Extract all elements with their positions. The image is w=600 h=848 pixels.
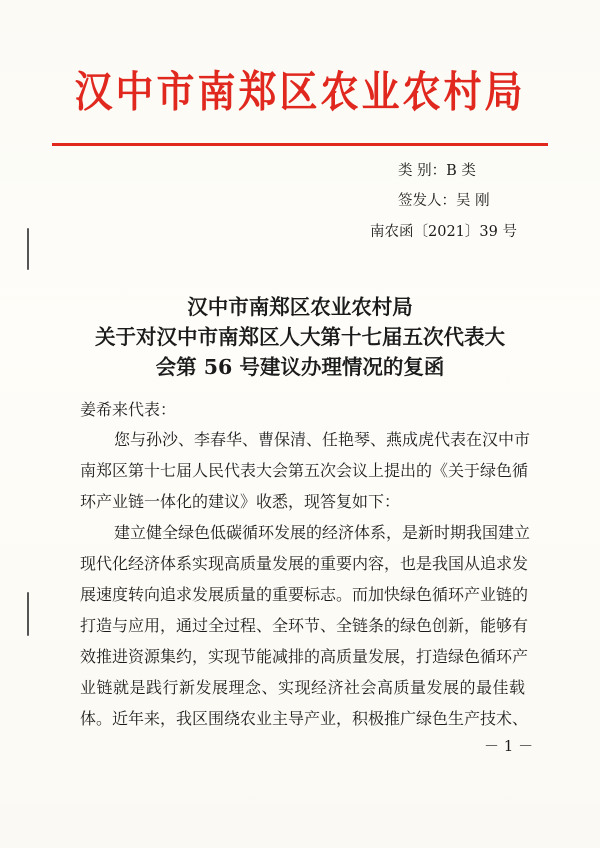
letterhead-red-rule [52, 143, 548, 146]
doc-signer: 签发人：吴 刚 [398, 193, 490, 209]
page-number: － 1 － [484, 737, 534, 755]
body-line: 打造与应用，通过全过程、全环节、全链条的绿色创新，能够有 [80, 616, 529, 635]
letterhead-title: 汉中市南郑区农业农村局 [74, 66, 526, 117]
body-line: 您与孙沙、李春华、曹保清、任艳琴、燕成虎代表在汉中市 [114, 430, 531, 449]
body-line: 环产业链一体化的建议》收悉，现答复如下： [80, 492, 401, 511]
doc-title-line-1: 汉中市南郑区农业农村局 [187, 295, 413, 319]
body-line: 效推进资源集约，实现节能减排的高质量发展，打造绿色循环产 [80, 647, 529, 666]
doc-title-line-3: 会第 56 号建议办理情况的复函 [155, 355, 445, 379]
doc-number: 南农函〔2021〕39 号 [370, 224, 517, 240]
salutation: 姜希来代表： [80, 400, 177, 419]
binding-mark-lower [27, 592, 29, 636]
binding-mark-upper [27, 228, 29, 270]
body-line: 南郑区第十七届人民代表大会第五次会议上提出的《关于绿色循 [80, 461, 529, 480]
body-line: 体。近年来，我区围绕农业主导产业，积极推广绿色生产技术、 [80, 709, 529, 728]
body-line: 建立健全绿色低碳循环发展的经济体系，是新时期我国建立 [114, 523, 531, 542]
doc-category: 类 别：B 类 [398, 163, 476, 179]
body-line: 展速度转向追求发展质量的重要标志。而加快绿色循环产业链的 [80, 585, 529, 604]
body-line: 业链就是践行新发展理念、实现经济社会高质量发展的最佳载 [80, 678, 525, 697]
body-line: 现代化经济体系实现高质量发展的重要内容，也是我国从追求发 [80, 554, 529, 573]
doc-title-line-2: 关于对汉中市南郑区人大第十七届五次代表大 [95, 325, 505, 349]
